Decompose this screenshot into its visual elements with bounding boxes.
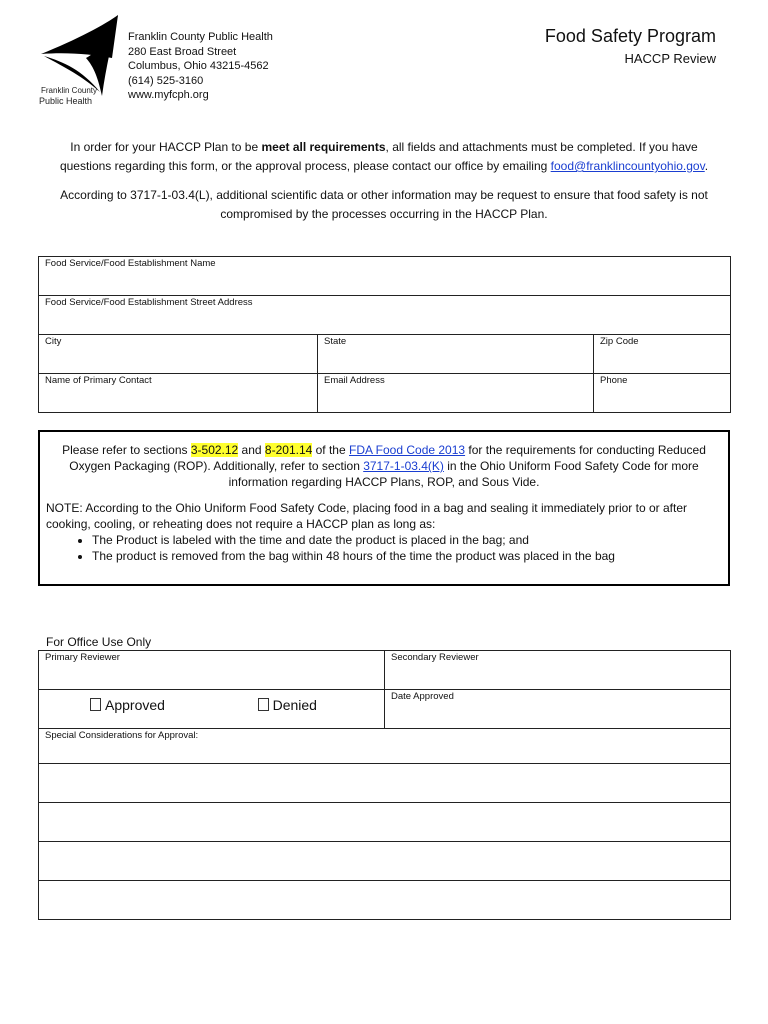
- field-label: Special Considerations for Approval:: [45, 730, 199, 741]
- special-considerations-line[interactable]: [39, 842, 731, 881]
- field-label: Food Service/Food Establishment Name: [45, 258, 216, 269]
- notice-bullet-list: [46, 532, 722, 564]
- field-label: Secondary Reviewer: [391, 652, 479, 663]
- zip-code-field[interactable]: [594, 335, 731, 374]
- checkbox-label: Approved: [105, 697, 165, 713]
- intro-bold-text: meet all requirements: [261, 140, 386, 154]
- field-label: State: [324, 336, 347, 347]
- special-considerations-line[interactable]: [39, 764, 731, 803]
- list-item: • The Product is labeled with the time and date the product is placed in the bag; and: [92, 532, 722, 548]
- program-heading: [545, 24, 716, 68]
- establishment-name-field[interactable]: [39, 257, 731, 296]
- rop-requirements-notice: [38, 430, 730, 586]
- establishment-address-field[interactable]: [39, 296, 731, 335]
- notice-text-run: Please refer to sections: [62, 443, 191, 457]
- logo-line-2: Public Health: [39, 96, 93, 106]
- secondary-reviewer-field[interactable]: [385, 651, 731, 690]
- notice-text-run: in the Ohio Uniform Food Safety Code for more information regarding HACCP Plans, ROP, and Sous Vide.: [228, 459, 699, 489]
- intro-text: [44, 138, 724, 224]
- fda-food-code-link[interactable]: FDA Food Code 2013: [349, 443, 466, 457]
- primary-contact-field[interactable]: [39, 374, 318, 413]
- field-label: City: [45, 336, 62, 347]
- phone-field[interactable]: [594, 374, 731, 413]
- logo-line-1: Franklin County: [41, 86, 98, 95]
- special-considerations-line[interactable]: [39, 803, 731, 842]
- field-label: Primary Reviewer: [45, 652, 120, 663]
- checkbox-icon: [258, 698, 269, 711]
- program-subtitle: HACCP Review: [624, 51, 716, 66]
- field-label: Zip Code: [600, 336, 639, 347]
- state-field[interactable]: [318, 335, 594, 374]
- section-highlight: 3-502.12: [190, 443, 239, 457]
- establishment-info-table: [38, 256, 731, 413]
- special-considerations-field[interactable]: [39, 729, 731, 764]
- intro-text-run: , all fields and attachments must be completed. If you have questions regarding this form, or the approval process, please contact our office by emailing: [59, 140, 698, 173]
- primary-reviewer-field[interactable]: [39, 651, 385, 690]
- field-label: Phone: [600, 375, 628, 386]
- decision-cell: [39, 690, 385, 729]
- notice-note-text: NOTE: According to the Ohio Uniform Food Safety Code, placing food in a bag and sealing it immediately prior to or after cooking, cooling, or reheating does not require a HACCP plan as long as:: [46, 501, 687, 531]
- special-considerations-line[interactable]: [39, 881, 731, 920]
- notice-paragraph-refs: [46, 442, 722, 490]
- checkbox-icon: [90, 698, 101, 711]
- office-use-title: For Office Use Only: [46, 635, 152, 649]
- field-label: Email Address: [324, 375, 385, 386]
- city-field[interactable]: [39, 335, 318, 374]
- intro-paragraph-1: [44, 138, 724, 176]
- organization-contact-block: [128, 30, 273, 103]
- date-approved-field[interactable]: [385, 690, 731, 729]
- intro-text-run: In order for your HACCP Plan to be: [70, 140, 262, 154]
- logo-wordmark: [39, 85, 97, 107]
- approved-checkbox[interactable]: [90, 698, 165, 711]
- email-link[interactable]: food@franklincountyohio.gov: [550, 159, 705, 173]
- field-label: Name of Primary Contact: [45, 375, 152, 386]
- ohio-code-section-link[interactable]: 3717-1-03.4(K): [363, 459, 444, 473]
- intro-text-run: .: [704, 159, 709, 173]
- program-title: Food Safety Program: [544, 26, 716, 46]
- org-address-line-1: 280 East Broad Street: [128, 45, 237, 58]
- org-address-line-2: Columbus, Ohio 43215-4562: [128, 60, 269, 72]
- field-label: Date Approved: [391, 691, 454, 702]
- section-highlight: 8-201.14: [264, 443, 313, 457]
- intro-paragraph-2: According to 3717-1-03.4(L), additional scientific data or other information may be request to ensure that food safety is not compromised by the processes occurring in the HACCP Plan.: [60, 188, 708, 221]
- notice-text-run: for the requirements for conducting Reduced Oxygen Packaging (ROP). Additionally, refer to section: [69, 443, 706, 473]
- field-label: Food Service/Food Establishment Street Address: [45, 297, 253, 308]
- org-website: www.myfcph.org: [128, 89, 209, 101]
- org-phone: (614) 525-3160: [128, 74, 204, 87]
- denied-checkbox[interactable]: [258, 698, 317, 711]
- office-use-table: [38, 650, 731, 920]
- checkbox-label: Denied: [272, 697, 317, 713]
- org-name: Franklin County Public Health: [128, 31, 273, 43]
- list-item: • The product is removed from the bag within 48 hours of the time the product was placed in the bag: [92, 548, 722, 564]
- notice-text-run: of the: [312, 443, 349, 457]
- notice-text-run: and: [238, 443, 265, 457]
- email-address-field[interactable]: [318, 374, 594, 413]
